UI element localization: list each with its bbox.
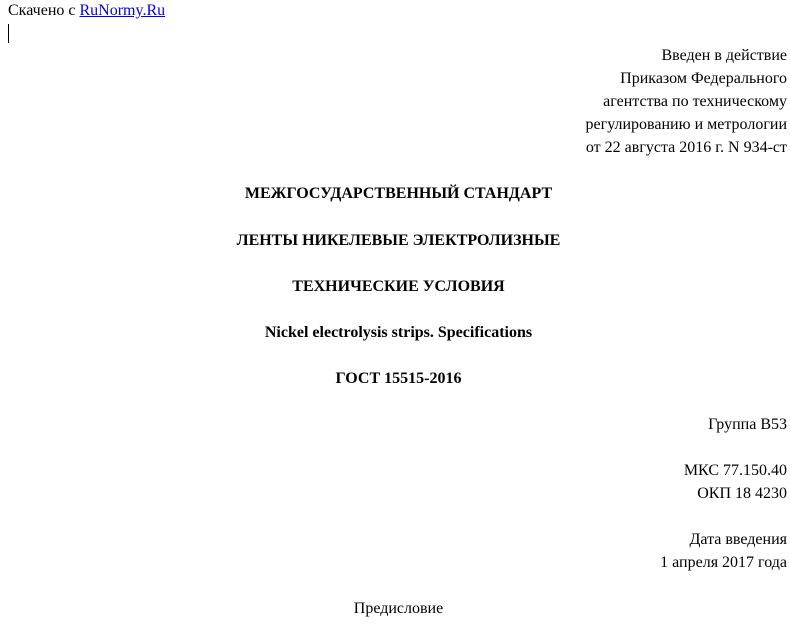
standard-code: ГОСТ 15515-2016 — [335, 370, 462, 387]
group-label: Группа В53 — [708, 416, 787, 433]
enacted-line: агентства по техническому — [603, 93, 787, 110]
document-title: ЛЕНТЫ НИКЕЛЕВЫЕ ЭЛЕКТРОЛИЗНЫЕ — [236, 232, 561, 249]
mks-code: МКС 77.150.40 — [683, 462, 787, 479]
okp-code: ОКП 18 4230 — [697, 485, 787, 502]
english-title: Nickel electrolysis strips. Specifications — [264, 324, 533, 341]
source-line — [8, 1, 165, 20]
intro-date-label: Дата введения — [689, 531, 787, 548]
enacted-line: Введен в действие — [661, 47, 787, 64]
document-subtitle: ТЕХНИЧЕСКИЕ УСЛОВИЯ — [292, 278, 505, 295]
intro-date-block — [660, 528, 787, 574]
enacted-block — [586, 44, 787, 159]
source-link[interactable]: RuNormy.Ru — [79, 2, 166, 19]
text-cursor — [8, 24, 9, 43]
enacted-line: регулированию и метрологии — [585, 116, 787, 133]
classification-block — [684, 459, 787, 505]
source-prefix: Скачено с — [8, 2, 80, 19]
foreword-heading: Предисловие — [353, 600, 444, 617]
intro-date-value: 1 апреля 2017 года — [660, 554, 787, 571]
enacted-line: Приказом Федерального — [620, 70, 787, 87]
enacted-line: от 22 августа 2016 г. N 934-ст — [585, 139, 787, 156]
standard-type-heading: МЕЖГОСУДАРСТВЕННЫЙ СТАНДАРТ — [244, 185, 553, 202]
group-block — [708, 413, 787, 436]
